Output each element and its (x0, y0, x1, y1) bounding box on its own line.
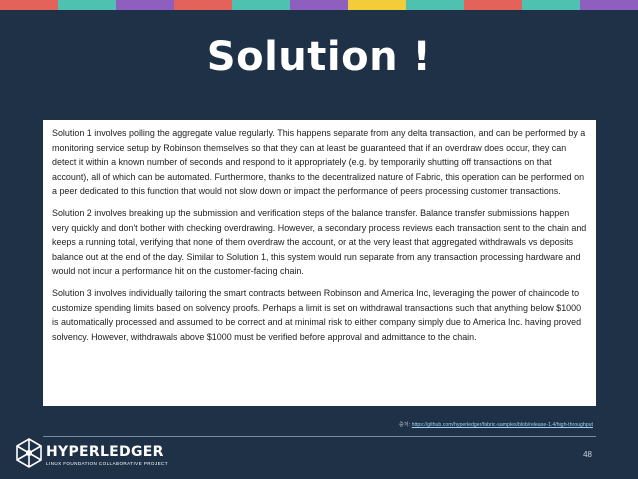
page-number: 48 (583, 450, 592, 459)
logo-wordmark: HYPERLEDGER (46, 444, 164, 460)
top-bar-segment (290, 0, 348, 10)
top-bar-segment (116, 0, 174, 10)
source-link[interactable]: https://github.com/hyperledger/fabric-samples/blob/release-1.4/high-throughput (411, 422, 593, 428)
solution-3-paragraph: Solution 3 involves individually tailoring the smart contracts between Robinson and America Inc, leveraging the power of chaincode to customize spending limits based on solvency proofs. Perhaps a limit is set on withdrawal transactions such that anything below $1000 is automatically processed and assumed to be correct and at minimal risk to either company simply due to America Inc. having proved solvency. However, withdrawals above $1000 must be verified before approval and admittance to the chain. (52, 287, 582, 342)
text-panel (43, 120, 596, 406)
top-bar-segment (348, 0, 406, 10)
source-citation (399, 421, 593, 428)
top-bar-segment (0, 0, 58, 10)
top-bar-segment (174, 0, 232, 10)
top-bar-segment (522, 0, 580, 10)
logo-tagline: LINUX FOUNDATION COLLABORATIVE PROJECT (46, 461, 168, 466)
top-color-bar (0, 0, 638, 10)
solution-2-paragraph: Solution 2 involves breaking up the submission and verification steps of the balance transfer. Balance transfer submissions happen very quickly and don't bother with checking overdrawing. However, a secondary process reviews each transaction sent to the chain and keeps a running total, verifying that none of them overdraw the account, or at the very least that aggregated withdrawals vs deposits balance out at the end of the day. Similar to Solution 1, this system would run separate from any transaction processing hardware and would not incur a performance hit on the customer-facing chain. (52, 207, 587, 277)
top-bar-segment (58, 0, 116, 10)
hyperledger-hex-icon (12, 436, 46, 470)
top-bar-segment (464, 0, 522, 10)
slide-title: Solution ! (206, 34, 432, 80)
top-bar-segment (232, 0, 290, 10)
footer-divider (43, 436, 596, 437)
solution-1-paragraph: Solution 1 involves polling the aggregate value regularly. This happens separate from any delta transaction, and can be performed by a monitoring service setup by Robinson themselves so that they can at least be guaranteed that if an overdraw does occur, they can detect it within a known number of seconds and respond to it appropriately (e.g. by temporarily shutting off transactions on that account), all of which can be automated. Furthermore, thanks to the decentralized nature of Fabric, this operation can be performed on a peer dedicated to this function that would not slow down or impact the performance of peers processing customer transactions. (52, 128, 586, 197)
top-bar-segment (580, 0, 638, 10)
top-bar-segment (406, 0, 464, 10)
source-prefix: 출처: (398, 422, 412, 428)
